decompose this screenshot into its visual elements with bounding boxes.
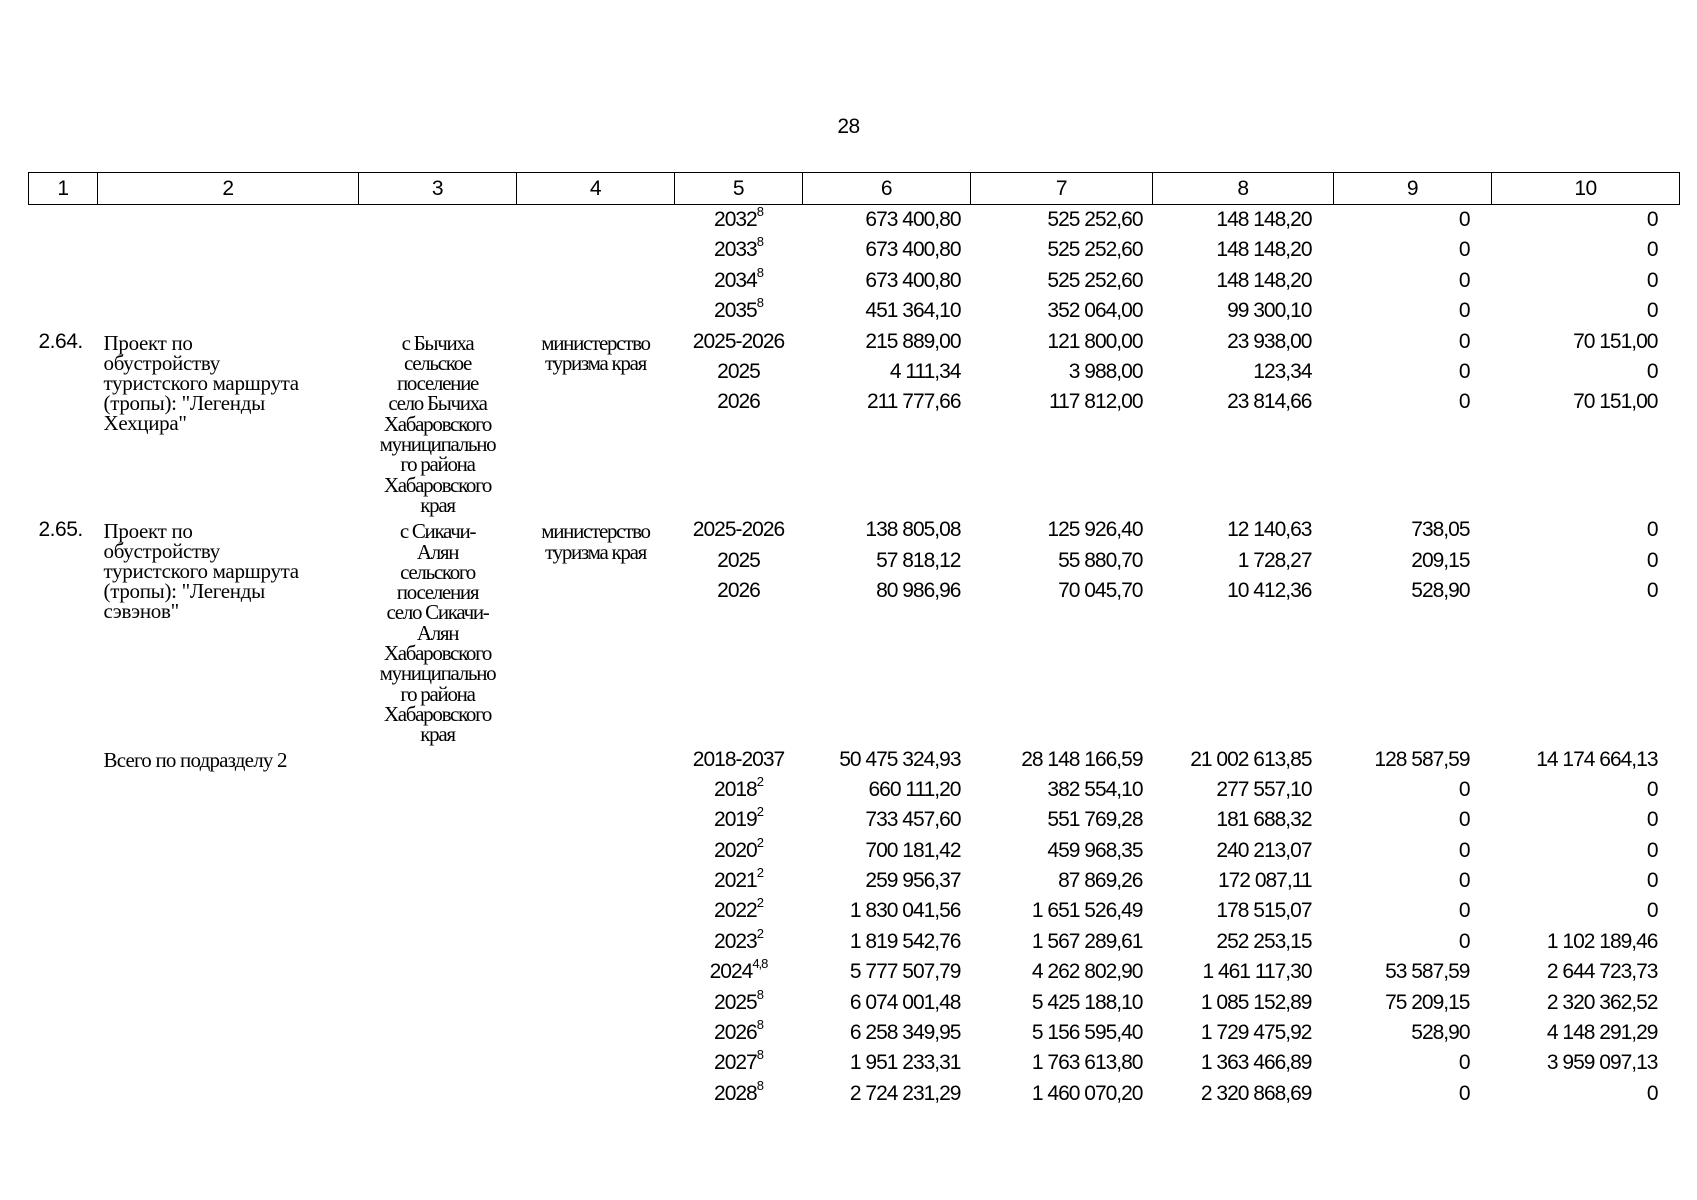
project-name-line: туристского маршрута	[103, 370, 299, 395]
amount-c8: 1 728,27	[1237, 548, 1312, 572]
amount-c7: 125 926,40	[1047, 518, 1143, 542]
amount-c10: 0	[1646, 299, 1658, 323]
amount-c6: 451 364,10	[865, 299, 961, 323]
location-line: Алян	[416, 539, 459, 564]
year-footnote-ref: 8	[756, 264, 763, 280]
amounts-c9	[1334, 327, 1492, 516]
year-cell	[675, 576, 803, 606]
amount-c6: 215 889,00	[865, 329, 961, 353]
amount-c9: 0	[1458, 808, 1470, 832]
column-header-9: 9	[1334, 173, 1492, 205]
location-cell	[359, 327, 517, 516]
amount-c6: 50 475 324,93	[839, 747, 961, 771]
responsible-executor	[517, 515, 675, 562]
year-footnote-ref: 2	[756, 834, 763, 850]
project-row	[29, 515, 1680, 744]
year-cell	[675, 988, 803, 1018]
amount-c9: 0	[1458, 1081, 1470, 1105]
amounts-c10	[1492, 745, 1680, 1110]
project-name-line: обустройству	[103, 539, 220, 564]
year-text: 2021	[714, 869, 757, 893]
year-cell	[675, 896, 803, 926]
amounts-c9	[1334, 745, 1492, 1110]
amount-c8: 23 938,00	[1227, 329, 1312, 353]
year-footnote-ref: 8	[756, 204, 763, 219]
year-text: 2026	[714, 1021, 757, 1045]
amount-c7: 525 252,60	[1047, 238, 1143, 262]
amount-c9: 528,90	[1411, 579, 1470, 603]
name-cell	[98, 745, 359, 1110]
project-name-line: туристского маршрута	[103, 559, 299, 584]
amount-c9: 0	[1458, 299, 1470, 323]
year-footnote-ref: 8	[756, 234, 763, 250]
amount-c6: 6 258 349,95	[849, 1021, 961, 1045]
year-cell	[675, 235, 803, 265]
amount-c8: 1 085 152,89	[1200, 990, 1312, 1014]
year-cell	[675, 546, 803, 576]
location-line: село Сикачи-	[386, 600, 489, 625]
year-text: 2025	[714, 990, 757, 1014]
amount-c8: 277 557,10	[1216, 777, 1312, 801]
amount-c6: 211 777,66	[866, 390, 961, 414]
amount-c6: 57 818,12	[876, 548, 961, 572]
location-line: село Бычиха	[388, 391, 487, 416]
row-number-cell	[29, 327, 98, 516]
amount-c7: 382 554,10	[1047, 777, 1143, 801]
column-number-header-row	[29, 173, 1680, 205]
name-cell	[98, 327, 359, 516]
location-line: муниципально	[379, 661, 496, 686]
amount-c10: 0	[1646, 548, 1658, 572]
amount-c7: 28 148 166,59	[1021, 747, 1143, 771]
location-line: с Бычиха	[401, 330, 474, 355]
amount-c6: 660 111,20	[868, 777, 961, 801]
amount-c9: 0	[1458, 899, 1470, 923]
amounts-c6	[803, 327, 971, 516]
year-cell	[675, 866, 803, 896]
amount-c8: 148 148,20	[1216, 238, 1312, 262]
years-cell	[675, 205, 803, 327]
year-text: 2020	[714, 838, 757, 862]
year-footnote-ref: 2	[756, 804, 763, 820]
year-text: 2022	[714, 899, 757, 923]
executor-line: министерство	[541, 519, 650, 544]
amount-c9: 0	[1458, 777, 1470, 801]
amount-c8: 252 253,15	[1216, 929, 1312, 953]
year-text: 2032	[714, 208, 757, 231]
year-cell	[675, 1018, 803, 1048]
years-cell	[675, 327, 803, 516]
project-name-line: (тропы): "Легенды	[103, 579, 265, 604]
column-header-10: 10	[1492, 173, 1680, 205]
amount-c7: 87 869,26	[1058, 869, 1143, 893]
amount-c8: 181 688,32	[1216, 808, 1312, 832]
page-number: 28	[837, 115, 860, 138]
year-footnote-ref: 2	[756, 925, 763, 941]
amount-c8: 123,34	[1253, 359, 1312, 383]
amount-c10: 0	[1646, 899, 1658, 923]
amount-c6: 259 956,37	[865, 869, 961, 893]
row-number: 2.65.	[38, 518, 83, 542]
amount-c6: 4 111,34	[889, 359, 961, 383]
amounts-c8	[1153, 745, 1334, 1110]
years-cell	[675, 745, 803, 1110]
location-line: Хабаровского	[383, 641, 492, 666]
name-cell	[98, 205, 359, 327]
project-name	[98, 327, 359, 433]
amounts-c8	[1153, 327, 1334, 516]
amount-c10: 0	[1646, 268, 1658, 292]
year-text: 2025	[717, 548, 760, 572]
column-header-3: 3	[359, 173, 517, 205]
year-text: 2026	[717, 390, 760, 414]
amount-c6: 673 400,80	[865, 268, 961, 292]
continuation-row	[29, 205, 1680, 327]
amount-c6: 2 724 231,29	[849, 1081, 961, 1105]
amount-c6: 673 400,80	[865, 208, 961, 231]
amount-c7: 1 460 070,20	[1031, 1081, 1143, 1105]
amount-c8: 10 412,36	[1227, 579, 1312, 603]
project-location	[359, 515, 517, 747]
amount-c9: 0	[1458, 390, 1470, 414]
location-line: сельское	[403, 350, 472, 375]
amount-c9: 0	[1458, 1051, 1470, 1075]
executor-line: министерство	[541, 330, 650, 355]
amount-c8: 99 300,10	[1227, 299, 1312, 323]
year-text: 2027	[714, 1051, 757, 1075]
amount-c7: 70 045,70	[1058, 579, 1143, 603]
executor-line: туризма края	[545, 350, 646, 375]
year-footnote-ref: 8	[756, 295, 763, 311]
year-cell	[675, 515, 803, 545]
executor-cell	[517, 205, 675, 327]
amount-c7: 525 252,60	[1047, 268, 1143, 292]
location-line: муниципально	[379, 432, 496, 457]
name-cell	[98, 515, 359, 744]
amounts-c10	[1492, 205, 1680, 327]
year-footnote-ref: 8	[756, 1017, 763, 1033]
amount-c8: 12 140,63	[1227, 518, 1312, 542]
location-line: края	[420, 722, 455, 747]
year-text: 2035	[714, 299, 757, 323]
project-name-line: Проект по	[103, 519, 193, 544]
amounts-c7	[971, 515, 1153, 744]
project-name-line: Проект по	[103, 330, 193, 355]
amount-c9: 0	[1458, 838, 1470, 862]
amount-c10: 0	[1646, 1081, 1658, 1105]
location-line: поселения	[396, 580, 479, 605]
amounts-c6	[803, 515, 971, 744]
amount-c9: 0	[1458, 208, 1470, 231]
amount-c10: 0	[1646, 359, 1658, 383]
amount-c10: 0	[1646, 869, 1658, 893]
amount-c6: 733 457,60	[865, 808, 961, 832]
amounts-c9	[1334, 205, 1492, 327]
year-cell	[675, 745, 803, 775]
year-text: 2025-2026	[692, 518, 785, 542]
amounts-c10	[1492, 515, 1680, 744]
project-row	[29, 327, 1680, 516]
amount-c9: 0	[1458, 268, 1470, 292]
amount-c7: 121 800,00	[1047, 329, 1143, 353]
amount-c10: 0	[1646, 238, 1658, 262]
year-text: 2033	[714, 238, 757, 262]
year-footnote-ref: 4,8	[752, 956, 768, 972]
year-cell	[675, 927, 803, 957]
executor-cell	[517, 515, 675, 744]
location-line: го района	[400, 681, 475, 706]
location-line: края	[420, 492, 455, 517]
amount-c10: 2 320 362,52	[1546, 990, 1658, 1014]
amount-c9: 0	[1458, 929, 1470, 953]
amount-c6: 700 181,42	[865, 838, 961, 862]
amounts-c7	[971, 327, 1153, 516]
amount-c10: 0	[1646, 579, 1658, 603]
project-name-line: (тропы): "Легенды	[103, 390, 265, 415]
budget-table	[28, 172, 1680, 1109]
amount-c10: 70 151,00	[1573, 329, 1658, 353]
amount-c9: 128 587,59	[1374, 747, 1470, 771]
year-cell	[675, 836, 803, 866]
amount-c8: 1 461 117,30	[1202, 960, 1312, 984]
column-header-5: 5	[675, 173, 803, 205]
column-header-4: 4	[517, 173, 675, 205]
year-footnote-ref: 2	[756, 773, 763, 789]
amount-c7: 352 064,00	[1047, 299, 1143, 323]
amounts-c8	[1153, 205, 1334, 327]
amount-c8: 172 087,11	[1217, 869, 1312, 893]
amount-c7: 55 880,70	[1058, 548, 1143, 572]
location-line: поселение	[396, 371, 479, 396]
executor-cell	[517, 745, 675, 1110]
amount-c10: 14 174 664,13	[1536, 747, 1658, 771]
amount-c7: 4 262 802,90	[1031, 960, 1143, 984]
year-cell	[675, 957, 803, 987]
column-header-8: 8	[1153, 173, 1334, 205]
year-cell	[675, 775, 803, 805]
location-line: с Сикачи-	[399, 519, 476, 544]
amounts-c6	[803, 745, 971, 1110]
project-location	[359, 327, 517, 516]
amount-c10: 0	[1646, 838, 1658, 862]
amount-c8: 23 814,66	[1227, 390, 1312, 414]
amount-c8: 240 213,07	[1216, 838, 1312, 862]
executor-cell	[517, 327, 675, 516]
year-cell	[675, 327, 803, 357]
year-footnote-ref: 8	[756, 1077, 763, 1093]
amount-c8: 178 515,07	[1216, 899, 1312, 923]
amounts-c7	[971, 205, 1153, 327]
year-text: 2023	[714, 929, 757, 953]
amount-c8: 1 363 466,89	[1200, 1051, 1312, 1075]
year-cell	[675, 205, 803, 235]
amount-c6: 1 951 233,31	[849, 1051, 961, 1075]
amount-c7: 3 988,00	[1068, 359, 1143, 383]
column-header-6: 6	[803, 173, 971, 205]
row-number-cell	[29, 515, 98, 744]
amount-c6: 138 805,08	[865, 518, 961, 542]
year-text: 2025	[717, 359, 760, 383]
amounts-c8	[1153, 515, 1334, 744]
amount-c7: 117 812,00	[1048, 390, 1143, 414]
amounts-c9	[1334, 515, 1492, 744]
amount-c7: 5 425 188,10	[1031, 990, 1143, 1014]
amount-c10: 1 102 189,46	[1546, 929, 1658, 953]
column-header-2: 2	[98, 173, 359, 205]
column-header-7: 7	[971, 173, 1153, 205]
amount-c10: 4 148 291,29	[1546, 1021, 1658, 1045]
year-text: 2018	[714, 777, 757, 801]
year-text: 2018-2037	[692, 747, 785, 771]
row-number-cell	[29, 745, 98, 1110]
year-cell	[675, 357, 803, 387]
year-cell	[675, 266, 803, 296]
year-cell	[675, 1079, 803, 1109]
project-name	[98, 515, 359, 624]
amounts-c10	[1492, 327, 1680, 516]
amount-c9: 738,05	[1411, 518, 1470, 542]
amount-c6: 6 074 001,48	[849, 990, 961, 1014]
year-text: 2034	[714, 268, 757, 292]
amount-c8: 21 002 613,85	[1190, 747, 1312, 771]
amount-c9: 528,90	[1411, 1021, 1470, 1045]
amount-c9: 209,15	[1411, 548, 1470, 572]
year-footnote-ref: 2	[756, 865, 763, 881]
amount-c6: 1 819 542,76	[849, 929, 961, 953]
location-line: Алян	[416, 620, 459, 645]
amount-c10: 3 959 097,13	[1546, 1051, 1658, 1075]
location-line: сельского	[400, 559, 475, 584]
total-label: Всего по подразделу 2	[103, 747, 287, 772]
amount-c7: 5 156 595,40	[1031, 1021, 1143, 1045]
year-footnote-ref: 2	[756, 895, 763, 911]
amount-c9: 0	[1458, 359, 1470, 383]
amount-c7: 551 769,28	[1047, 808, 1143, 832]
location-cell	[359, 745, 517, 1110]
column-header-1: 1	[29, 173, 98, 205]
years-cell	[675, 515, 803, 744]
amount-c8: 148 148,20	[1216, 268, 1312, 292]
project-name-line: сэвэнов"	[103, 599, 179, 624]
amount-c9: 75 209,15	[1385, 990, 1470, 1014]
amount-c7: 1 567 289,61	[1031, 929, 1143, 953]
year-text: 2026	[717, 579, 760, 603]
amount-c9: 0	[1458, 329, 1470, 353]
year-cell	[675, 1048, 803, 1078]
amount-c10: 0	[1646, 518, 1658, 542]
year-footnote-ref: 8	[756, 1047, 763, 1063]
amount-c7: 459 968,35	[1047, 838, 1143, 862]
amount-c10: 2 644 723,73	[1546, 960, 1658, 984]
year-cell	[675, 805, 803, 835]
amounts-c6	[803, 205, 971, 327]
location-line: Хабаровского	[383, 701, 492, 726]
amount-c9: 53 587,59	[1385, 960, 1470, 984]
year-text: 2025-2026	[692, 329, 785, 353]
responsible-executor	[517, 327, 675, 374]
amount-c6: 80 986,96	[876, 579, 961, 603]
year-text: 2028	[714, 1081, 757, 1105]
year-footnote-ref: 8	[756, 986, 763, 1002]
amount-c6: 5 777 507,79	[849, 960, 961, 984]
row-number: 2.64.	[38, 329, 83, 353]
amount-c9: 0	[1458, 869, 1470, 893]
project-name-line: Хехцира"	[103, 410, 187, 435]
year-text: 2019	[714, 808, 757, 832]
amount-c7: 525 252,60	[1047, 208, 1143, 231]
location-line: Хабаровского	[383, 472, 492, 497]
amount-c8: 2 320 868,69	[1200, 1081, 1312, 1105]
amount-c6: 673 400,80	[865, 238, 961, 262]
location-cell	[359, 205, 517, 327]
amount-c6: 1 830 041,56	[849, 899, 961, 923]
location-line: Хабаровского	[383, 411, 492, 436]
amount-c10: 0	[1646, 208, 1658, 231]
project-name-line: обустройству	[103, 350, 220, 375]
executor-line: туризма края	[545, 539, 646, 564]
amount-c10: 70 151,00	[1573, 390, 1658, 414]
row-number-cell	[29, 205, 98, 327]
amount-c10: 0	[1646, 777, 1658, 801]
year-cell	[675, 387, 803, 417]
amount-c8: 1 729 475,92	[1200, 1021, 1312, 1045]
amount-c8: 148 148,20	[1216, 208, 1312, 231]
year-text: 2024	[709, 960, 753, 984]
year-cell	[675, 296, 803, 326]
amounts-c7	[971, 745, 1153, 1110]
subtotal-row	[29, 745, 1680, 1110]
location-line: го района	[400, 452, 475, 477]
amount-c9: 0	[1458, 238, 1470, 262]
amount-c7: 1 651 526,49	[1031, 899, 1143, 923]
location-cell	[359, 515, 517, 747]
amount-c7: 1 763 613,80	[1031, 1051, 1143, 1075]
amount-c10: 0	[1646, 808, 1658, 832]
